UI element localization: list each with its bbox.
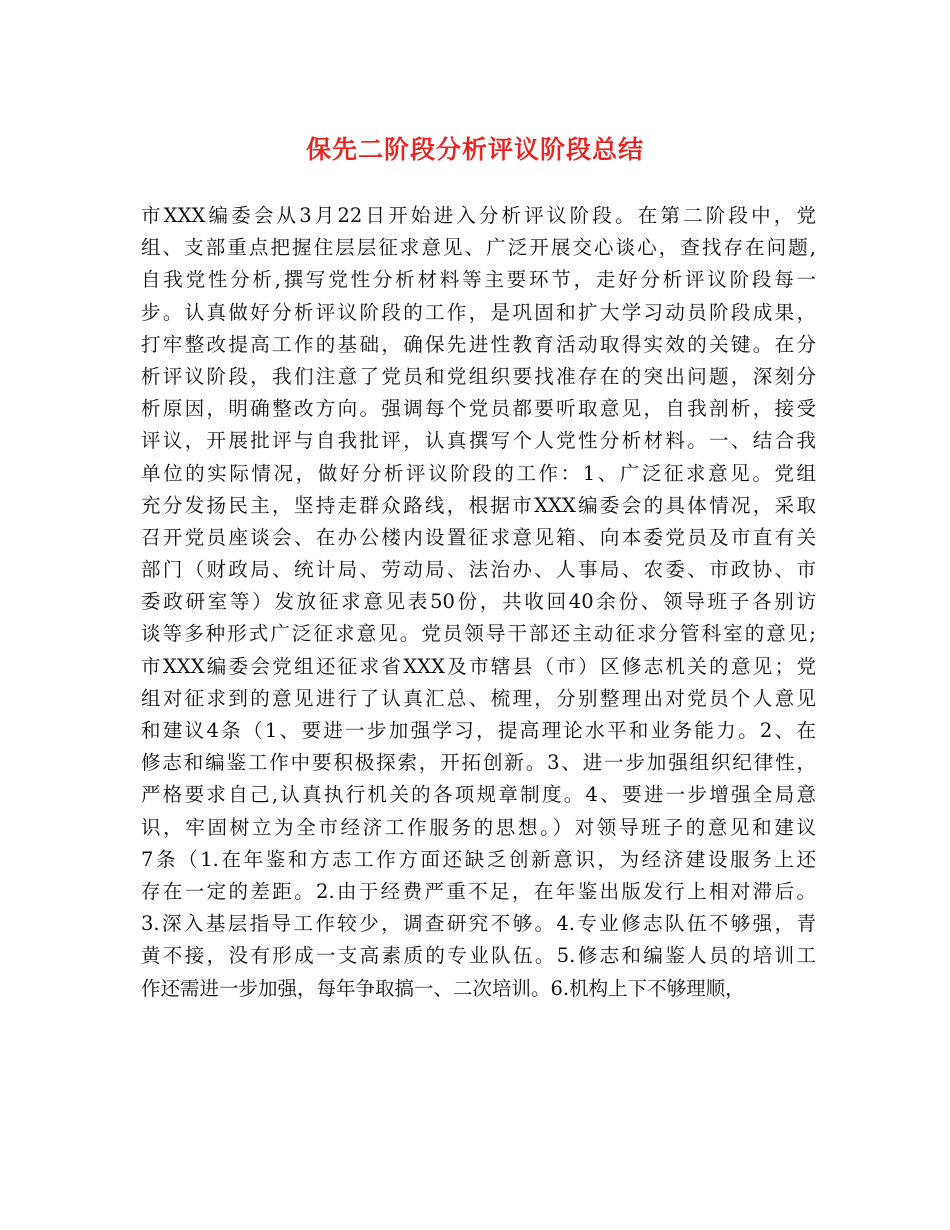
document-title: 保先二阶段分析评议阶段总结: [305, 135, 644, 164]
body-line: 步。认真做好分析评议阶段的工作，是巩固和扩大学习动员阶段成果，: [141, 300, 816, 324]
body-line: 市XXX编委会从3月22日开始进入分析评议阶段。在第二阶段中，党: [141, 204, 816, 227]
body-line: 充分发扬民主，坚持走群众路线，根据市XXX编委会的具体情况，采取: [141, 493, 816, 517]
body-line: 和建议4条（1、要进一步加强学习，提高理论水平和业务能力。2、在: [141, 719, 816, 742]
body-line: 析评议阶段，我们注意了党员和党组织要找准存在的突出问题，深刻分: [141, 364, 816, 388]
body-line: 黄不接，没有形成一支高素质的专业队伍。5.修志和编鉴人员的培训工: [141, 944, 816, 968]
body-line: 召开党员座谈会、在办公楼内设置征求意见箱、向本委党员及市直有关: [141, 525, 816, 549]
document-body: [141, 200, 816, 1005]
body-line: 组、支部重点把握住层层征求意见、广泛开展交心谈心，查找存在问题,: [141, 236, 816, 260]
body-line: 部门（财政局、统计局、劳动局、法治办、人事局、农委、市政协、市: [141, 558, 816, 582]
body-line: 委政研室等）发放征求意见表50份，共收回40余份、领导班子各别访: [141, 590, 816, 614]
body-line: 7条（1.在年鉴和方志工作方面还缺乏创新意识，为经济建设服务上还: [141, 847, 816, 871]
body-line: 析原因，明确整改方向。强调每个党员都要听取意见，自我剖析，接受: [141, 397, 816, 421]
body-line: 3.深入基层指导工作较少，调查研究不够。4.专业修志队伍不够强，青: [141, 912, 816, 936]
body-line: 评议，开展批评与自我批评，认真撰写个人党性分析材料。一、结合我: [141, 429, 816, 453]
body-line: 组对征求到的意见进行了认真汇总、梳理，分别整理出对党员个人意见: [141, 686, 816, 710]
body-line: 作还需进一步加强，每年争取搞一、二次培训。6.机构上下不够理顺，: [141, 976, 745, 1000]
body-line: 自我党性分析,撰写党性分析材料等主要环节，走好分析评议阶段每一: [141, 268, 816, 292]
body-line: 严格要求自己,认真执行机关的各项规章制度。4、要进一步增强全局意: [141, 783, 816, 807]
body-line: 谈等多种形式广泛征求意见。党员领导干部还主动征求分管科室的意见;: [141, 622, 816, 646]
body-line: 打牢整改提高工作的基础，确保先进性教育活动取得实效的关键。在分: [141, 332, 816, 356]
body-line: 存在一定的差距。2.由于经费严重不足，在年鉴出版发行上相对滞后。: [141, 879, 816, 903]
body-line: 单位的实际情况，做好分析评议阶段的工作：1、广泛征求意见。党组: [141, 461, 816, 485]
body-line: 市XXX编委会党组还征求省XXX及市辖县（市）区修志机关的意见；党: [141, 654, 816, 678]
body-line: 识，牢固树立为全市经济工作服务的思想。）对领导班子的意见和建议: [141, 815, 816, 839]
body-line: 修志和编鉴工作中要积极探索，开拓创新。3、进一步加强组织纪律性，: [141, 751, 816, 775]
